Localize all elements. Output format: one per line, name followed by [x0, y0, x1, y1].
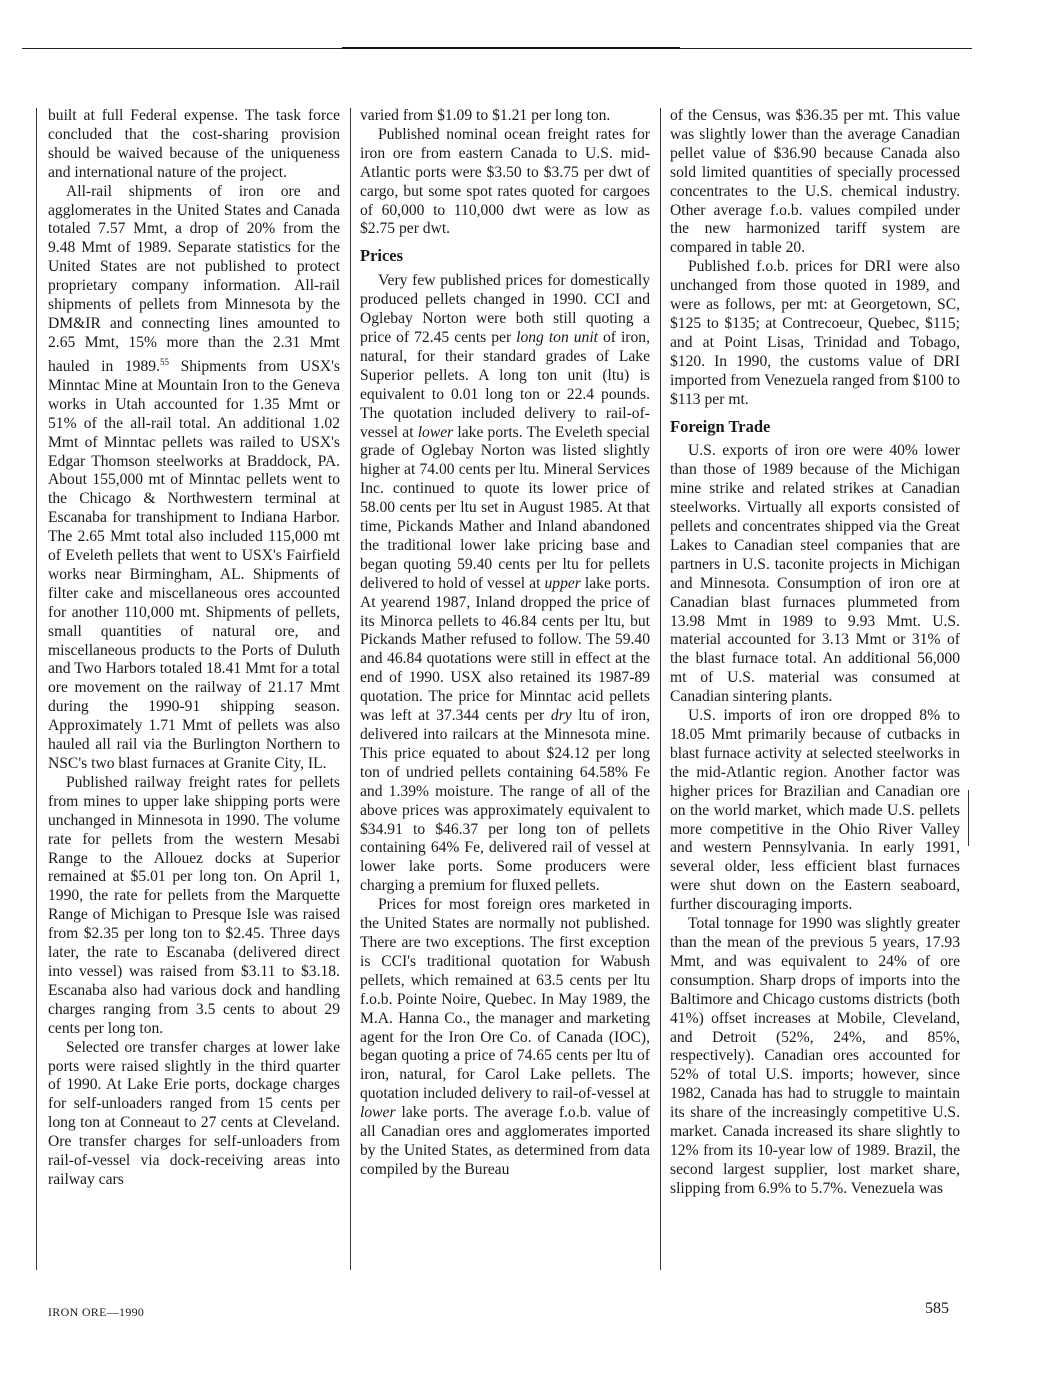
italic-text: lower [417, 423, 454, 441]
left-margin-bar [36, 108, 37, 1270]
paragraph: Selected ore transfer charges at lower lake ports were raised slightly in the third quarter of 1990. At Lake Erie ports, dockage charges for self-unloaders ranged from 15 cents per long ton at Conneaut to 27 cents at Cleveland. Ore transfer charges for self-unloaders from rail-of-vessel via dock-receiving areas into railway cars [48, 1038, 340, 1188]
column-divider-1 [350, 108, 351, 1270]
paragraph: Published nominal ocean freight rates for iron ore from eastern Canada to U.S. mid-Atlantic ports were $3.50 to $3.75 per dwt of cargo, but some spot rates quoted for cargoes of 60,000 to 110,000 dwt were as low as $2.75 per dwt. [360, 125, 650, 238]
text-span: Very few published prices for domestically produced pellets changed in 1990. CCI and Oglebay Norton were both still quoting a price of 72.45 cents per [360, 272, 650, 346]
paragraph: U.S. imports of iron ore dropped 8% to 18.05 Mmt primarily because of cutbacks in blast furnace activity at selected steelworks in the mid-Atlantic region. Another factor was higher prices for Brazilian and Canadian ore on the world market, which made U.S. pellets more competitive in the Ohio River Valley and western Pennsylvania. In early 1991, several older, less efficient blast furnaces were shut down on the Eastern seaboard, further discouraging imports. [670, 707, 960, 914]
paragraph: Published railway freight rates for pellets from mines to upper lake shipping ports were unchanged in Minnesota in 1990. The volume rate for pellets from the western Mesabi Range to the Allouez docks at Superior remained at $5.01 per long ton. On April 1, 1990, the rate for pellets from the Marquette Range of Michigan to Presque Isle was raised from $2.35 per long ton to $2.45. Three days later, the rate to Escanaba (delivered direct into vessel) was raised from $3.11 to $3.18. Escanaba also had various dock and handling charges ranging from 3.5 cents to about 29 cents per long ton. [48, 773, 340, 1037]
paragraph [360, 272, 650, 896]
paragraph [360, 896, 650, 1180]
text-span: Shipments from USX's Minntac Mine at Mountain Iron to the Geneva works in Utah accounted for 1.35 Mmt or 51% of the all-rail total. An additional 1.02 Mmt of Minntac pellets was railed to USX's Edgar Thomson steelworks at Braddock, PA. About 155,000 mt of Minntac pellets went to the Chicago & Northwestern terminal at Escanaba for transhipment to Indiana Harbor. The 2.65 Mmt total also included 115,000 mt of Eveleth pellets that went to USX's Fairfield works near Birmingham, AL. Shipments of filter cake and miscellaneous ores accounted for another 110,000 mt. Shipments of pellets, small quantities of natural ore, and miscellaneous products to the Ports of Duluth and Two Harbors totaled 18.41 Mmt for a total ore movement on the railway of 21.17 Mmt during the 1990-91 shipping season. Approximately 1.71 Mmt of pellets was also hauled all rail via the Burlington Northern to NSC's two blast furnaces at Granite City, IL. [48, 357, 341, 772]
running-head: IRON ORE—1990 [48, 1305, 145, 1319]
italic-text: long ton unit [516, 328, 599, 346]
footnote-ref: 55 [159, 356, 169, 367]
column-1 [48, 107, 340, 1190]
column-2 [360, 107, 650, 1180]
text-span: lake ports. The average f.o.b. value of all Canadian ores and agglomerates imported by the United States, as determined from data compiled by the Bureau [360, 1104, 650, 1178]
paragraph [48, 183, 340, 774]
paragraph: Total tonnage for 1990 was slightly greater than the mean of the previous 5 years, 17.93 Mmt, and was equivalent to 24% of ore consumption. Sharp drops of imports into the Baltimore and Chicago customs districts (both 41%) offset increases at Mobile, Cleveland, and Detroit (52%, 24%, and 85%, respectively). Canadian ores accounted for 52% of total U.S. imports; however, since 1982, Canada has had to struggle to maintain its share of the increasingly competitive U.S. market. Canada increased its share slightly to 12% from its 10-year low of 1989. Brazil, the second largest supplier, lost market share, slipping from 6.9% to 5.7%. Venezuela was [670, 915, 960, 1197]
italic-text: dry [550, 707, 572, 725]
top-rule-accent [342, 47, 680, 49]
text-span: lake ports. At yearend 1987, Inland dropped the price of its Minorca pellets to 46.84 cents per ltu, but Pickands Mather refused to follow. The 59.40 and 46.84 quotations were still in effect at the end of 1990. USX also retained its 1987-89 quotation. The price for Minntac acid pellets was left at 37.344 cents per [360, 574, 650, 725]
change-bar-right [968, 790, 969, 846]
text-span: All-rail shipments of iron ore and agglomerates in the United States and Canada totaled 7.57 Mmt, a drop of 20% from the 9.48 Mmt of 1989. Separate statistics for the United States are not published to protect proprietary company information. All-rail shipments of pellets from Minnesota by the DM&IR and connecting lines amounted to 2.65 Mmt, 15% more than the 2.31 Mmt hauled in 1989. [48, 182, 340, 375]
italic-text: upper [544, 574, 581, 592]
column-3 [670, 107, 960, 1199]
paragraph: of the Census, was $36.35 per mt. This value was slightly lower than the average Canadian pellet value of $36.90 because Canada also sold limited quantities of specially processed concentrates to the U.S. chemical industry. Other average f.o.b. values compiled under the new harmonized tariff system are compared in table 20. [670, 107, 960, 257]
paragraph: varied from $1.09 to $1.21 per long ton. [360, 107, 611, 124]
paragraph: Published f.o.b. prices for DRI were also unchanged from those quoted in 1989, and were as follows, per mt: at Georgetown, SC, $125 to $135; at Contrecoeur, Quebec, $115; and at Point Lisas, Trinidad and Tobago, $120. In 1990, the customs value of DRI imported from Venezuela ranged from $100 to $113 per mt. [670, 258, 960, 408]
text-span: ltu of iron, delivered into railcars at the Minnesota mine. This price equated to about $24.12 per long ton of undried pellets containing 64.58% Fe and 1.39% moisture. The range of all of the above prices was approximately equivalent to $34.91 to $46.37 per long ton of pellets containing 64% Fe, delivered rail of vessel at lower lake ports. Some producers were charging a premium for fluxed pellets. [360, 707, 650, 895]
text-span: lake ports. The Eveleth special grade of Oglebay Norton was listed slightly higher at 74.00 cents per ltu. Mineral Services Inc. continued to quote its lower price of 58.00 cents per ltu set in August 1985. At that time, Pickands Mather and Inland abandoned the traditional lower lake pricing base and began quoting 59.40 cents per ltu for pellets delivered to hold of vessel at [360, 423, 650, 592]
section-heading-foreign-trade: Foreign Trade [670, 416, 771, 436]
text-span: Prices for most foreign ores marketed in the United States are normally not published. There are two exceptions. The first exception is CCI's traditional quotation for Wabush pellets, which remained at 63.5 cents per ltu f.o.b. Pointe Noire, Quebec. In May 1989, the M.A. Hanna Co., the manager and marketing agent for the Iron Ore Co. of Canada (IOC), began quoting a price of 74.65 cents per ltu of iron, natural, for Carol Lake pellets. The quotation included delivery to rail-of-vessel at [360, 896, 650, 1103]
section-heading-prices: Prices [360, 246, 404, 266]
paragraph: U.S. exports of iron ore were 40% lower than those of 1989 because of the Michigan mine strike and related strikes at Canadian steelworks. Virtually all exports consisted of pellets and concentrates shipped via the Great Lakes to Canadian steel companies that are partners in U.S. taconite projects in Michigan and Minnesota. Consumption of iron ore at Canadian blast furnaces plummeted from 13.98 Mmt in 1989 to 9.93 Mmt. U.S. material accounted for 3.13 Mmt or 31% of the blast furnace total. An additional 56,000 mt of U.S. material was consumed at Canadian sintering plants. [670, 442, 960, 706]
text-span: of iron, natural, for their standard grades of Lake Superior pellets. A long ton unit (ltu) is equivalent to 0.01 long ton or 22.4 pounds. The quotation included delivery to rail-of-vessel at [360, 328, 650, 441]
paragraph: built at full Federal expense. The task force concluded that the cost-sharing provision should be waived because of the uniqueness and international nature of the project. [48, 107, 340, 181]
italic-text: lower [360, 1104, 396, 1122]
page-number: 585 [925, 1300, 949, 1317]
column-divider-2 [660, 108, 661, 1270]
